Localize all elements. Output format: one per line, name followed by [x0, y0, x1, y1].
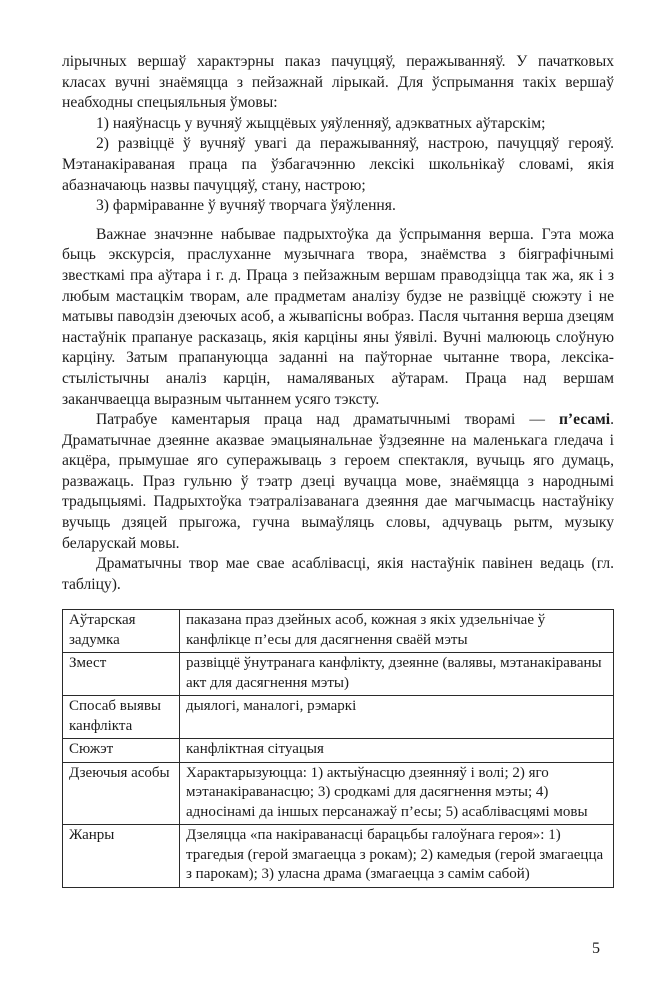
list-item-3: 3) фарміраванне ў вучняў творчага ўяўлення. — [96, 197, 396, 215]
list-item-1: 1) наяўнасць у вучняў жыццёвых уяўленняў, адэкватных аўтарскім; — [96, 114, 546, 132]
table-cell-label: Жанры — [63, 825, 180, 888]
paragraph-preparation: Важнае значэнне набывае падрыхтоўка да ўспрымання верша. Гэта можа быць экскурсія, праслуханне музычнага твора, знаёмства з біяграфічнымі звесткамі пра аўтара і г. д. Праца з пейзажным вершам праводзіцца так жа, як і з любым мастацкім творам, але прадметам аналізу будзе не развіццё сюжэту і не матывы паводзін дзеючых асоб, а жывапісны вобраз. Пасля чытання верша дзецям настаўнік прапануе расказаць, якія карціны яны ўявілі. Вучні малююць слоўную карціну. Затым прапануюцца заданні на паўторнае чытанне твора, лексіка-стылістычны аналіз карцін, намаляваных аўтарам. Праца над вершам заканчваецца выразным чытаннем усяго тэксту. — [62, 225, 614, 408]
drama-features-table — [62, 609, 614, 888]
paragraph-plays — [62, 410, 614, 554]
table-row — [63, 653, 614, 696]
list-item-2: 2) развіццё ў вучняў увагі да перажыванняў, настрою, пачуццяў герояў. Мэтанакіраваная праца па ўзбагачэнню лексікі школьнікаў словамі, якія абазначаюць назвы пачуццяў, стану, настрою; — [62, 135, 614, 194]
page-content — [62, 52, 614, 888]
table-cell-value: паказана праз дзейных асоб, кожная з якіх удзельнічае ў канфлікце п’есы для дасягнення сваёй мэты — [180, 610, 614, 653]
table-cell-label: Змест — [63, 653, 180, 696]
table-cell-value: Дзеляцца «па накіраванасці барацьбы галоўнага героя»: 1) трагедыя (герой змагаецца з рокам); 2) камедыя (герой змагаецца з парокам); 3) уласна драма (змагаецца з самім сабой) — [180, 825, 614, 888]
page-number: 5 — [592, 940, 600, 957]
table-cell-value: дыялогі, маналогі, рэмаркі — [180, 696, 614, 739]
table-row — [63, 739, 614, 763]
paragraph-plays-lead: Патрабуе каментарыя праца над драматычнымі творамі — — [96, 411, 559, 429]
table-row — [63, 762, 614, 825]
table-cell-value: развіццё ўнутранага канфлікту, дзеянне (валявы, мэтанакіраваны акт для дасягнення мэты) — [180, 653, 614, 696]
table-cell-label: Спосаб выявы канфлікта — [63, 696, 180, 739]
term-plays: п’есамі — [558, 411, 611, 429]
paragraph-drama-features: Драматычны твор мае свае асаблівасці, якія настаўнік павінен ведаць (гл. табліцу). — [62, 555, 614, 593]
paragraph-lyric-intro: лірычных вершаў характэрны паказ пачуццяў, перажыванняў. У пачатковых класах вучні знаёмяцца з пейзажнай лірыкай. Для ўспрымання такіх вершаў неабходны спецыяльныя ўмовы: — [62, 53, 614, 112]
table-cell-value: Характарызуюцца: 1) актыўнасцю дзеянняў і волі; 2) яго мэтанакіраванасцю; 3) сродкамі для дасягнення мэты; 4) адносінамі да іншых персанажаў п’есы; 5) асаблівасцямі мовы — [180, 762, 614, 825]
table-cell-label: Аўтарская задумка — [63, 610, 180, 653]
table-row — [63, 825, 614, 888]
table-row — [63, 610, 614, 653]
table-row — [63, 696, 614, 739]
table-cell-value: канфліктная сітуацыя — [180, 739, 614, 763]
table-cell-label: Дзеючыя асобы — [63, 762, 180, 825]
paragraph-plays-rest: . Драматычнае дзеянне аказвае эмацыянальнае ўздзеянне на маленькага гледача і акцёра, прымушае яго суперажываць з героем спектакля, вучыць яго думаць, разважаць. Праз гульню ў тэатр дзеці вучацца мове, знаёмяцца з народнымі традыцыямі. Падрыхтоўка тэатралізаванага дзеяння дае магчымасць настаўніку вучыць дзяцей прыгожа, гучна вымаўляць словы, адчуваць рытм, музыку беларускай мовы. — [62, 411, 614, 552]
table-cell-label: Сюжэт — [63, 739, 180, 763]
